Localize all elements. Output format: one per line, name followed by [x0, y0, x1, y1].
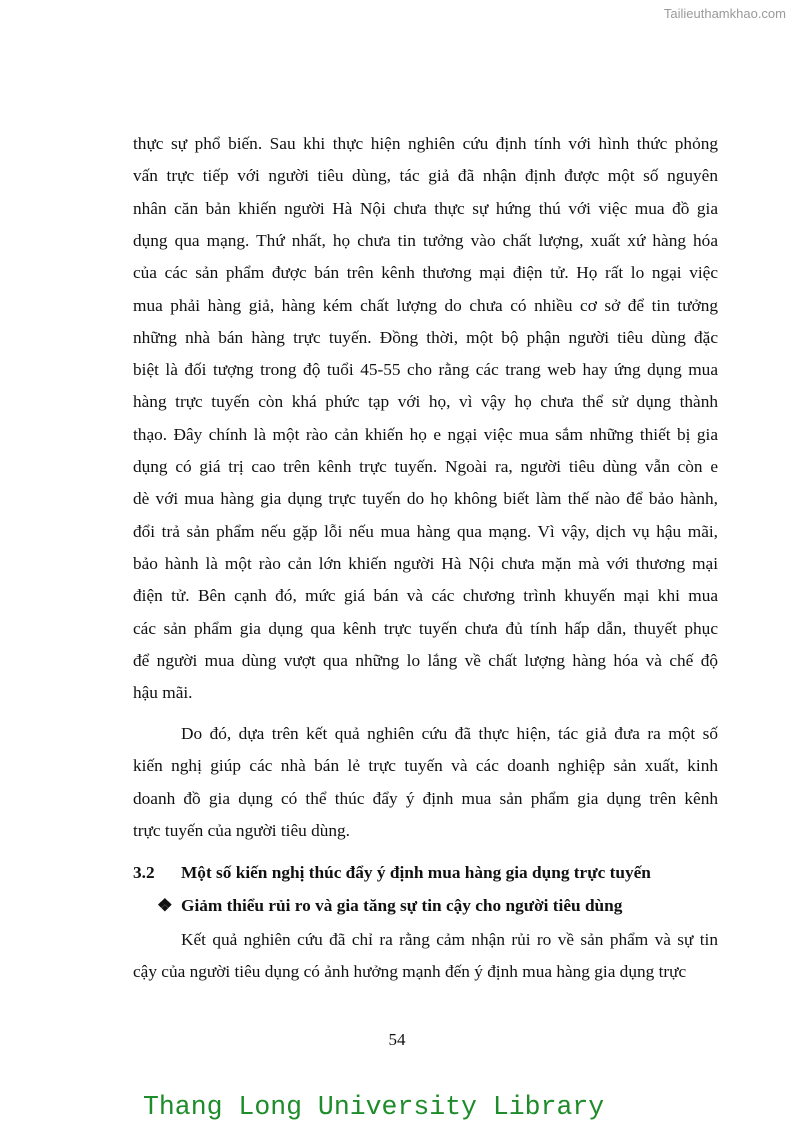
bullet-heading: Giảm thiểu rủi ro và gia tăng sự tin cậy cho người tiêu dùng	[181, 896, 623, 915]
text-line: Kết quả nghiên cứu đã chỉ ra rằng cảm nhận rủi ro về sản phẩm và sự tin	[181, 930, 718, 949]
text-line: kiến nghị giúp các nhà bán lẻ trực tuyến và các doanh nghiệp sản xuất, kinh	[133, 756, 718, 776]
bullet-diamond-icon: ❖	[157, 896, 173, 915]
text-line: thực sự phổ biến. Sau khi thực hiện nghiên cứu định tính với hình thức phỏng	[133, 134, 718, 153]
text-line: doanh đồ gia dụng có thể thúc đẩy ý định mua sản phẩm gia dụng trên kênh	[133, 788, 718, 808]
text-line: để người mua dùng vượt qua những lo lắng về chất lượng hàng hóa và chế độ	[133, 650, 718, 670]
text-line: nhân căn bản khiến người Hà Nội chưa thực sự hứng thú với việc mua đồ gia	[133, 198, 718, 218]
text-line: thạo. Đây chính là một rào cản khiến họ e ngại việc mua sắm những thiết bị gia	[133, 424, 718, 444]
text-line: hàng trực tuyến còn khá phức tạp với họ, vì vậy họ chưa thể sử dụng thành	[133, 392, 718, 412]
text-line: dè với mua hàng gia dụng trực tuyến do họ không biết làm thế nào để bảo hành,	[133, 489, 718, 509]
section-heading: Một số kiến nghị thúc đẩy ý định mua hàng gia dụng trực tuyến	[181, 863, 651, 882]
text-line: vấn trực tiếp với người tiêu dùng, tác giả đã nhận định được một số nguyên	[133, 166, 718, 186]
text-line: các sản phẩm gia dụng qua kênh trực tuyến chưa đủ tính hấp dẫn, thuyết phục	[133, 618, 718, 638]
text-line: trực tuyến của người tiêu dùng.	[133, 820, 350, 840]
text-line: những nhà bán hàng trực tuyến. Đồng thời, một bộ phận người tiêu dùng đặc	[133, 327, 718, 347]
text-line: biệt là đối tượng trong độ tuổi 45-55 cho rằng các trang web hay ứng dụng mua	[133, 360, 718, 380]
text-line: dụng qua mạng. Thứ nhất, họ chưa tin tưởng vào chất lượng, xuất xứ hàng hóa	[133, 230, 718, 250]
footer-library: Thang Long University Library	[143, 1092, 605, 1122]
text-line: Do đó, dựa trên kết quả nghiên cứu đã thực hiện, tác giả đưa ra một số	[181, 724, 718, 743]
text-line: hậu mãi.	[133, 683, 193, 703]
page-number: 54	[388, 1030, 406, 1049]
text-line: bảo hành là một rào cản lớn khiến người Hà Nội chưa mặn mà với thương mại	[133, 553, 718, 573]
watermark: Tailieuthamkhao.com	[663, 6, 786, 21]
text-line: dụng có giá trị cao trên kênh trực tuyến. Ngoài ra, người tiêu dùng vẫn còn e	[133, 457, 718, 476]
text-line: cậy của người tiêu dụng có ảnh hưởng mạnh đến ý định mua hàng gia dụng trực	[133, 962, 687, 982]
section-number: 3.2	[133, 863, 155, 882]
text-line: đổi trả sản phẩm nếu gặp lỗi nếu mua hàng qua mạng. Vì vậy, dịch vụ hậu mãi,	[133, 521, 718, 541]
text-line: của các sản phẩm được bán trên kênh thương mại điện tử. Họ rất lo ngại việc	[133, 263, 718, 283]
text-line: mua phải hàng giả, hàng kém chất lượng do chưa có nhiều cơ sở để tin tưởng	[133, 295, 718, 315]
text-line: điện tử. Bên cạnh đó, mức giá bán và các chương trình khuyến mại khi mua	[133, 586, 718, 606]
